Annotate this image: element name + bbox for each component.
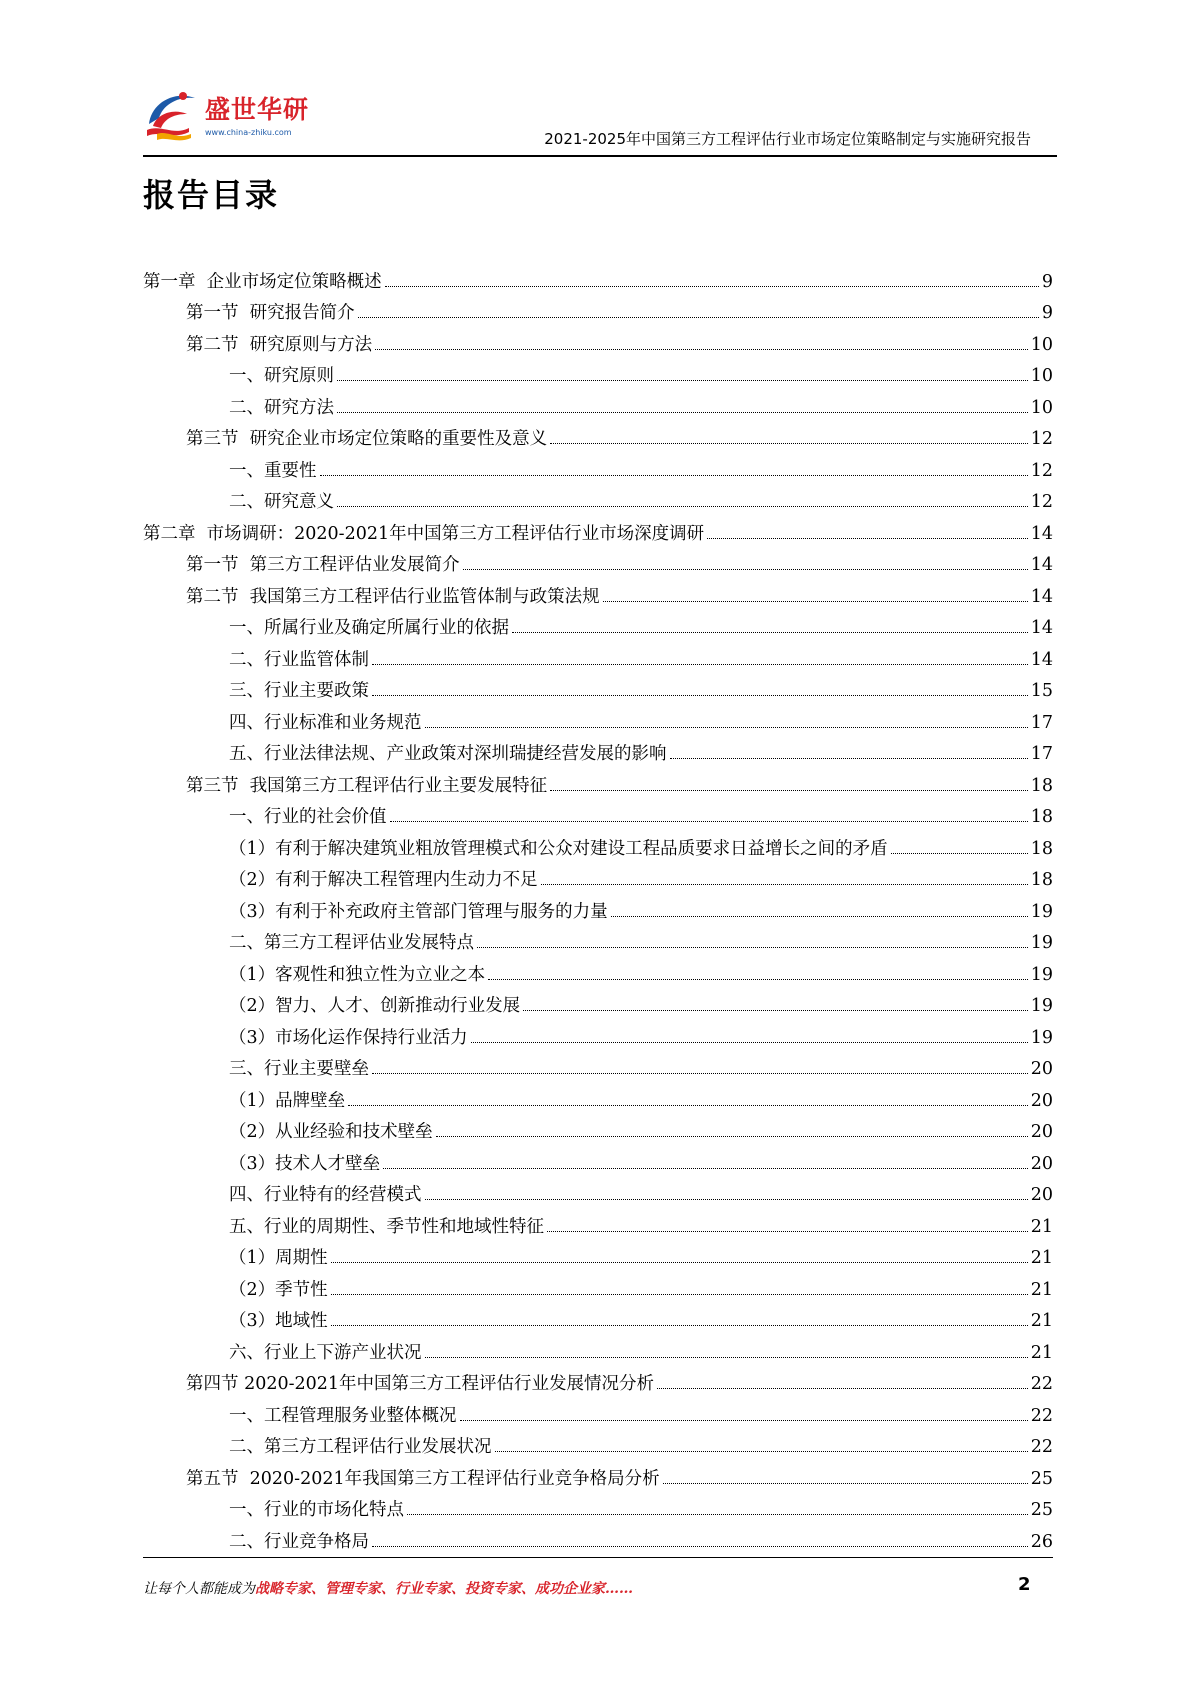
toc-entry[interactable] (143, 387, 1053, 419)
toc-entry-page: 18 (1030, 870, 1053, 890)
toc-entry[interactable] (143, 702, 1053, 734)
toc-dot-leader (407, 1514, 1028, 1515)
toc-dot-leader (663, 1483, 1028, 1484)
toc-entry[interactable] (143, 450, 1053, 482)
toc-dot-leader (358, 317, 1039, 318)
toc-entry-page: 19 (1030, 933, 1053, 953)
toc-entry-title: 一、行业的市场化特点 (229, 1500, 404, 1520)
footer-divider (143, 1557, 1053, 1558)
toc-entry[interactable] (143, 1206, 1053, 1238)
toc-entry[interactable] (143, 545, 1053, 577)
toc-entry-page: 17 (1030, 744, 1053, 764)
toc-entry[interactable] (143, 797, 1053, 829)
toc-entry-page: 21 (1030, 1248, 1053, 1268)
toc-dot-leader (603, 601, 1028, 602)
toc-dot-leader (547, 1231, 1028, 1232)
toc-entry-page: 10 (1030, 334, 1053, 355)
toc-dot-leader (477, 947, 1028, 948)
toc-entry-title: （1）品牌壁垒 (229, 1090, 346, 1111)
toc-entry-title: 二、第三方工程评估行业发展状况 (229, 1437, 492, 1457)
toc-entry[interactable] (143, 1521, 1053, 1553)
toc-entry-page: 20 (1030, 1153, 1053, 1174)
toc-entry-title: 五、行业法律法规、产业政策对深圳瑞捷经营发展的影响 (229, 744, 667, 764)
toc-dot-leader (425, 1357, 1028, 1358)
logo-name: 盛世华研 (205, 95, 310, 124)
company-logo (143, 84, 313, 146)
toc-entry-title: 三、行业主要政策 (229, 681, 369, 701)
toc-dot-leader (707, 538, 1028, 539)
toc-dot-leader (611, 916, 1028, 917)
toc-dot-leader (891, 853, 1028, 854)
toc-entry-page: 14 (1030, 555, 1053, 575)
toc-entry-title: 一、重要性 (229, 460, 317, 481)
toc-entry[interactable] (143, 576, 1053, 608)
toc-entry[interactable] (143, 1332, 1053, 1364)
toc-dot-leader (375, 349, 1028, 350)
logo-emblem-icon (143, 84, 205, 146)
toc-entry[interactable] (143, 954, 1053, 986)
toc-entry-title: （3）地域性 (229, 1311, 328, 1331)
footer-slogan-highlight: 战略专家、管理专家、行业专家、投资专家、成功企业家…… (255, 1581, 633, 1597)
toc-entry-page: 20 (1030, 1090, 1053, 1111)
toc-entry-title: 二、行业竞争格局 (229, 1531, 369, 1552)
logo-url: www.china-zhiku.com (205, 128, 292, 137)
toc-dot-leader (488, 979, 1028, 980)
toc-entry-page: 12 (1030, 492, 1053, 512)
toc-entry[interactable] (143, 671, 1053, 703)
toc-entry-page: 22 (1030, 1405, 1053, 1426)
toc-entry-page: 19 (1030, 901, 1053, 922)
header-divider (143, 155, 1057, 157)
toc-dot-leader (337, 380, 1028, 381)
toc-entry-page: 14 (1030, 586, 1053, 607)
toc-entry-title: （3）市场化运作保持行业活力 (229, 1027, 468, 1048)
toc-entry-title: 二、研究意义 (229, 492, 334, 512)
toc-entry-page: 25 (1030, 1468, 1053, 1489)
toc-entry-title: （2）智力、人才、创新推动行业发展 (229, 996, 521, 1016)
toc-entry-page: 20 (1030, 1185, 1053, 1205)
toc-entry-title: 一、研究原则 (229, 366, 334, 386)
toc-entry-page: 10 (1030, 397, 1053, 418)
toc-entry-page: 20 (1030, 1122, 1053, 1142)
toc-entry-page: 20 (1030, 1059, 1053, 1079)
toc-dot-leader (372, 664, 1028, 665)
toc-dot-leader (425, 727, 1028, 728)
toc-entry-page: 21 (1030, 1279, 1053, 1300)
toc-entry[interactable] (143, 1427, 1053, 1459)
toc-entry-page: 22 (1030, 1437, 1053, 1457)
toc-dot-leader (550, 443, 1028, 444)
toc-entry-page: 21 (1030, 1342, 1053, 1363)
toc-entry[interactable] (143, 608, 1053, 640)
toc-entry-page: 9 (1041, 303, 1053, 323)
toc-dot-leader (460, 1420, 1028, 1421)
toc-entry-page: 14 (1030, 618, 1053, 638)
toc-dot-leader (436, 1136, 1028, 1137)
toc-entry[interactable] (143, 639, 1053, 671)
toc-entry-page: 12 (1030, 429, 1053, 449)
toc-entry-page: 14 (1030, 649, 1053, 670)
toc-entry-title: 二、研究方法 (229, 397, 334, 418)
toc-entry[interactable] (143, 1301, 1053, 1333)
toc-entry[interactable] (143, 1364, 1053, 1396)
toc-entry-title: （1）有利于解决建筑业粗放管理模式和公众对建设工程品质要求日益增长之间的矛盾 (229, 838, 888, 859)
toc-entry-page: 25 (1030, 1500, 1053, 1520)
toc-entry[interactable] (143, 986, 1053, 1018)
toc-entry[interactable] (143, 324, 1053, 356)
toc-dot-leader (385, 286, 1039, 287)
toc-entry-page: 21 (1030, 1216, 1053, 1237)
toc-dot-leader (670, 758, 1028, 759)
toc-entry-title: 六、行业上下游产业状况 (229, 1342, 422, 1363)
toc-entry-page: 18 (1030, 838, 1053, 859)
toc-entry-title: 第四节 2020-2021年中国第三方工程评估行业发展情况分析 (186, 1374, 655, 1394)
toc-entry-title: （3）技术人才壁垒 (229, 1153, 381, 1174)
toc-entry-title: 一、所属行业及确定所属行业的依据 (229, 618, 509, 638)
toc-dot-leader (331, 1294, 1028, 1295)
toc-entry-page: 18 (1030, 807, 1053, 827)
page-title: 报告目录 (143, 176, 280, 214)
toc-entry-title: 五、行业的周期性、季节性和地域性特征 (229, 1216, 544, 1237)
toc-entry-page: 10 (1030, 366, 1053, 386)
toc-entry[interactable] (143, 734, 1053, 766)
toc-dot-leader (471, 1042, 1028, 1043)
toc-entry-title: （3）有利于补充政府主管部门管理与服务的力量 (229, 901, 608, 922)
toc-dot-leader (541, 884, 1028, 885)
toc-entry-title: 第三节 研究企业市场定位策略的重要性及意义 (186, 429, 548, 449)
toc-entry[interactable] (143, 891, 1053, 923)
toc-entry-page: 9 (1041, 271, 1053, 292)
toc-dot-leader (463, 569, 1028, 570)
toc-entry[interactable] (143, 513, 1053, 545)
toc-dot-leader (495, 1451, 1028, 1452)
toc-entry-page: 17 (1030, 712, 1053, 733)
toc-entry-title: 第二节 研究原则与方法 (186, 334, 373, 355)
toc-entry-title: 第一节 第三方工程评估业发展简介 (186, 555, 460, 575)
toc-entry-title: 三、行业主要壁垒 (229, 1059, 369, 1079)
toc-entry-title: 第二章 市场调研：2020-2021年中国第三方工程评估行业市场深度调研 (143, 523, 705, 544)
toc-dot-leader (390, 821, 1028, 822)
toc-entry-page: 14 (1030, 523, 1053, 544)
toc-entry[interactable] (143, 1143, 1053, 1175)
toc-entry-page: 22 (1030, 1374, 1053, 1394)
toc-entry-title: 第一章 企业市场定位策略概述 (143, 271, 382, 292)
table-of-contents (143, 261, 1053, 1553)
toc-entry[interactable] (143, 1269, 1053, 1301)
toc-entry-page: 26 (1030, 1531, 1053, 1552)
toc-entry[interactable] (143, 828, 1053, 860)
toc-entry[interactable] (143, 1175, 1053, 1207)
toc-entry-page: 21 (1030, 1311, 1053, 1331)
toc-dot-leader (331, 1262, 1028, 1263)
toc-entry[interactable] (143, 419, 1053, 451)
toc-entry-page: 19 (1030, 996, 1053, 1016)
toc-entry-title: 二、第三方工程评估业发展特点 (229, 933, 474, 953)
toc-dot-leader (523, 1010, 1028, 1011)
toc-entry-title: 第一节 研究报告简介 (186, 303, 355, 323)
toc-dot-leader (372, 1546, 1028, 1547)
footer-slogan-prefix: 让每个人都能成为 (143, 1581, 255, 1597)
toc-entry[interactable] (143, 923, 1053, 955)
toc-entry[interactable] (143, 1017, 1053, 1049)
toc-entry-page: 19 (1030, 964, 1053, 985)
toc-dot-leader (657, 1388, 1028, 1389)
toc-entry-page: 12 (1030, 460, 1053, 481)
toc-entry-title: 二、行业监管体制 (229, 649, 369, 670)
toc-entry-title: 第五节 2020-2021年我国第三方工程评估行业竞争格局分析 (186, 1468, 660, 1489)
toc-entry-title: 四、行业标准和业务规范 (229, 712, 422, 733)
toc-entry[interactable] (143, 1112, 1053, 1144)
toc-entry[interactable] (143, 1458, 1053, 1490)
toc-entry-page: 18 (1030, 775, 1053, 796)
toc-entry-title: （1）客观性和独立性为立业之本 (229, 964, 486, 985)
toc-entry[interactable] (143, 1238, 1053, 1270)
toc-entry-title: 第二节 我国第三方工程评估行业监管体制与政策法规 (186, 586, 600, 607)
toc-entry-page: 19 (1030, 1027, 1053, 1048)
toc-dot-leader (372, 695, 1028, 696)
toc-dot-leader (512, 632, 1028, 633)
toc-dot-leader (383, 1168, 1028, 1169)
toc-entry-title: （2）有利于解决工程管理内生动力不足 (229, 870, 538, 890)
toc-entry[interactable] (143, 261, 1053, 293)
toc-entry[interactable] (143, 482, 1053, 514)
toc-entry[interactable] (143, 860, 1053, 892)
toc-dot-leader (348, 1105, 1028, 1106)
toc-entry-title: 第三节 我国第三方工程评估行业主要发展特征 (186, 775, 548, 796)
toc-entry[interactable] (143, 1080, 1053, 1112)
toc-entry-title: 四、行业特有的经营模式 (229, 1185, 422, 1205)
toc-dot-leader (372, 1073, 1028, 1074)
toc-entry[interactable] (143, 1049, 1053, 1081)
footer-slogan (143, 1578, 633, 1598)
toc-dot-leader (337, 412, 1028, 413)
toc-entry[interactable] (143, 356, 1053, 388)
toc-entry[interactable] (143, 1395, 1053, 1427)
toc-entry-page: 15 (1030, 681, 1053, 701)
toc-dot-leader (425, 1199, 1028, 1200)
toc-dot-leader (337, 506, 1028, 507)
toc-entry[interactable] (143, 765, 1053, 797)
toc-entry[interactable] (143, 1490, 1053, 1522)
report-title: 2021-2025年中国第三方工程评估行业市场定位策略制定与实施研究报告 (544, 130, 1031, 148)
toc-dot-leader (331, 1325, 1028, 1326)
toc-entry-title: 一、行业的社会价值 (229, 807, 387, 827)
toc-entry-title: （1）周期性 (229, 1248, 328, 1268)
toc-entry-title: （2）季节性 (229, 1279, 328, 1300)
toc-entry[interactable] (143, 293, 1053, 325)
toc-dot-leader (550, 790, 1028, 791)
toc-entry-title: 一、工程管理服务业整体概况 (229, 1405, 457, 1426)
toc-entry-title: （2）从业经验和技术壁垒 (229, 1122, 433, 1142)
toc-dot-leader (320, 475, 1028, 476)
page-number: 2 (1018, 1574, 1031, 1595)
